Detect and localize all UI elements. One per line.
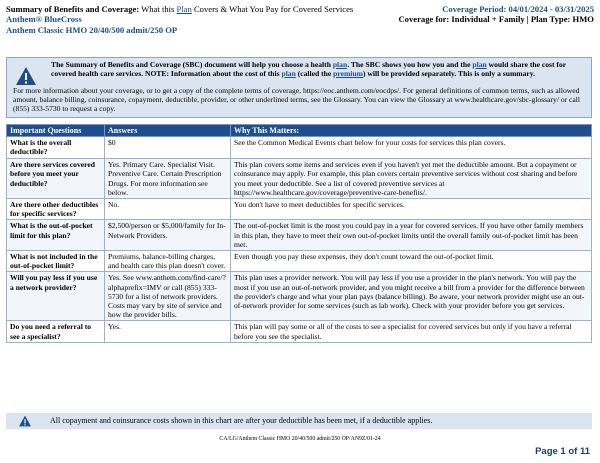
bottom-note-box (6, 413, 592, 429)
document-header (6, 4, 594, 35)
answer-cell: Yes. (105, 321, 231, 342)
sbc-title: Summary of Benefits and Coverage: What this Plan Covers & What You Pay for Covered Services (6, 4, 354, 14)
question-cell: Do you need a referral to see a specialist? (7, 321, 105, 342)
answer-cell: Yes. See www.anthem.com/find-care/?alphaprefix=IMV or call (855) 333-5730 for a list of network providers. Costs may vary by site of service and how the provider bills. (105, 272, 231, 321)
table-row (7, 137, 592, 159)
plan-link[interactable]: plan (332, 60, 348, 69)
why-cell: This plan will pay some or all of the costs to see a specialist for covered services but only if you have a referral before you see the specialist. (231, 321, 592, 342)
table-row (7, 199, 592, 220)
answer-cell: $0 (105, 137, 231, 159)
footer-code: CA/LG/Anthem Classic HMO 20/40/500 admit/250 OP/AN9Z/01-24 (219, 436, 381, 442)
table-row (7, 321, 592, 342)
why-cell: Even though you pay these expenses, they don't count toward the out-of-pocket limit. (231, 251, 592, 272)
table-row (7, 272, 592, 321)
col-header-answers: Answers (105, 125, 231, 137)
warning-triangle-icon (18, 415, 32, 427)
table-header-row (7, 125, 592, 137)
premium-link[interactable]: premium (333, 69, 363, 78)
answer-cell: Yes. Primary Care. Specialist Visit. Preventive Care. Certain Prescription Drugs. For more information see below. (105, 159, 231, 199)
warning-triangle-icon (15, 66, 37, 86)
question-cell: Are there services covered before you meet your deductible? (7, 159, 105, 199)
why-cell: This plan covers some items and services even if you haven't yet met the deductible amount. But a copayment or coinsurance may apply. For example, this plan covers certain preventive services without cost sharing and before you meet your deductible. See a list of covered preventive services at https://www.healthcare.gov/coverage/preventive-care-benefits/. (231, 159, 592, 199)
question-cell: What is the overall deductible? (7, 137, 105, 159)
coverage-period: Coverage Period: 04/01/2024 - 03/31/2025 (442, 4, 594, 14)
question-cell: What is not included in the out-of-pocket limit? (7, 251, 105, 272)
why-cell: The out-of-pocket limit is the most you could pay in a year for covered services. If you have other family members in this plan, they have to meet their own out-of-pocket limits until the overall family out-of-pocket limit has been met. (231, 220, 592, 251)
why-cell: This plan uses a provider network. You will pay less if you use a provider in the plan's network. You will pay the most if you use an out-of-network provider, and you might receive a bill from a provider for the difference between the provider's charge and what your plan pays (balance billing). Be aware, your network provider might use an out-of-network provider for some services (such as lab work). Check with your provider before you get services. (231, 272, 592, 321)
plan-link[interactable]: plan (281, 69, 296, 78)
sbc-more-info: For more information about your coverage, or to get a copy of the complete terms of coverage, https://eoc.anthem.com/eocdps/. For general definitions of common terms, such as allowed amount, balance billing, coinsurance, copayment, deductible, provider, or other underlined terms, see the Glossary. You can view the Glossary at www.healthcare.gov/sbc-glossary/ or call (855) 333-5730 to request a copy. (13, 86, 581, 113)
question-cell: Are there other deductibles for specific services? (7, 199, 105, 220)
question-cell: Will you pay less if you use a network provider? (7, 272, 105, 321)
sbc-intro: The Summary of Benefits and Coverage (SBC) document will help you choose a health plan. The SBC shows you how you and the plan would share the cost for covered health care services. NOTE: Information about the cost of this plan (called the premium) will be provided separately. This is only a summary. (51, 60, 566, 78)
answer-cell: No. (105, 199, 231, 220)
question-cell: What is the out-of-pocket limit for this plan? (7, 220, 105, 251)
col-header-why: Why This Matters: (231, 125, 592, 137)
plan-name: Anthem Classic HMO 20/40/500 admit/250 OP (6, 24, 178, 35)
plan-link[interactable]: Plan (176, 4, 192, 14)
why-cell: You don't have to meet deductibles for specific services. (231, 199, 592, 220)
table-row (7, 251, 592, 272)
col-header-questions: Important Questions (7, 125, 105, 137)
table-row (7, 159, 592, 199)
why-cell: See the Common Medical Events chart below for your costs for services this plan covers. (231, 137, 592, 159)
page-number: Page 1 of 11 (535, 446, 590, 457)
coverage-for: Coverage for: Individual + Family | Plan Type: HMO (398, 14, 594, 25)
questions-table (6, 124, 592, 343)
cost-sharing-note: All copayment and coinsurance costs shown in this chart are after your deductible has been met, if a deductible applies. (50, 416, 433, 425)
answer-cell: Premiums, balance-billing charges, and health care this plan doesn't cover. (105, 251, 231, 272)
answer-cell: $2,500/person or $5,000/family for In-Network Providers. (105, 220, 231, 251)
table-row (7, 220, 592, 251)
info-box (6, 57, 592, 118)
insurer-name: Anthem® BlueCross (6, 14, 82, 25)
plan-link[interactable]: plan (472, 60, 487, 69)
